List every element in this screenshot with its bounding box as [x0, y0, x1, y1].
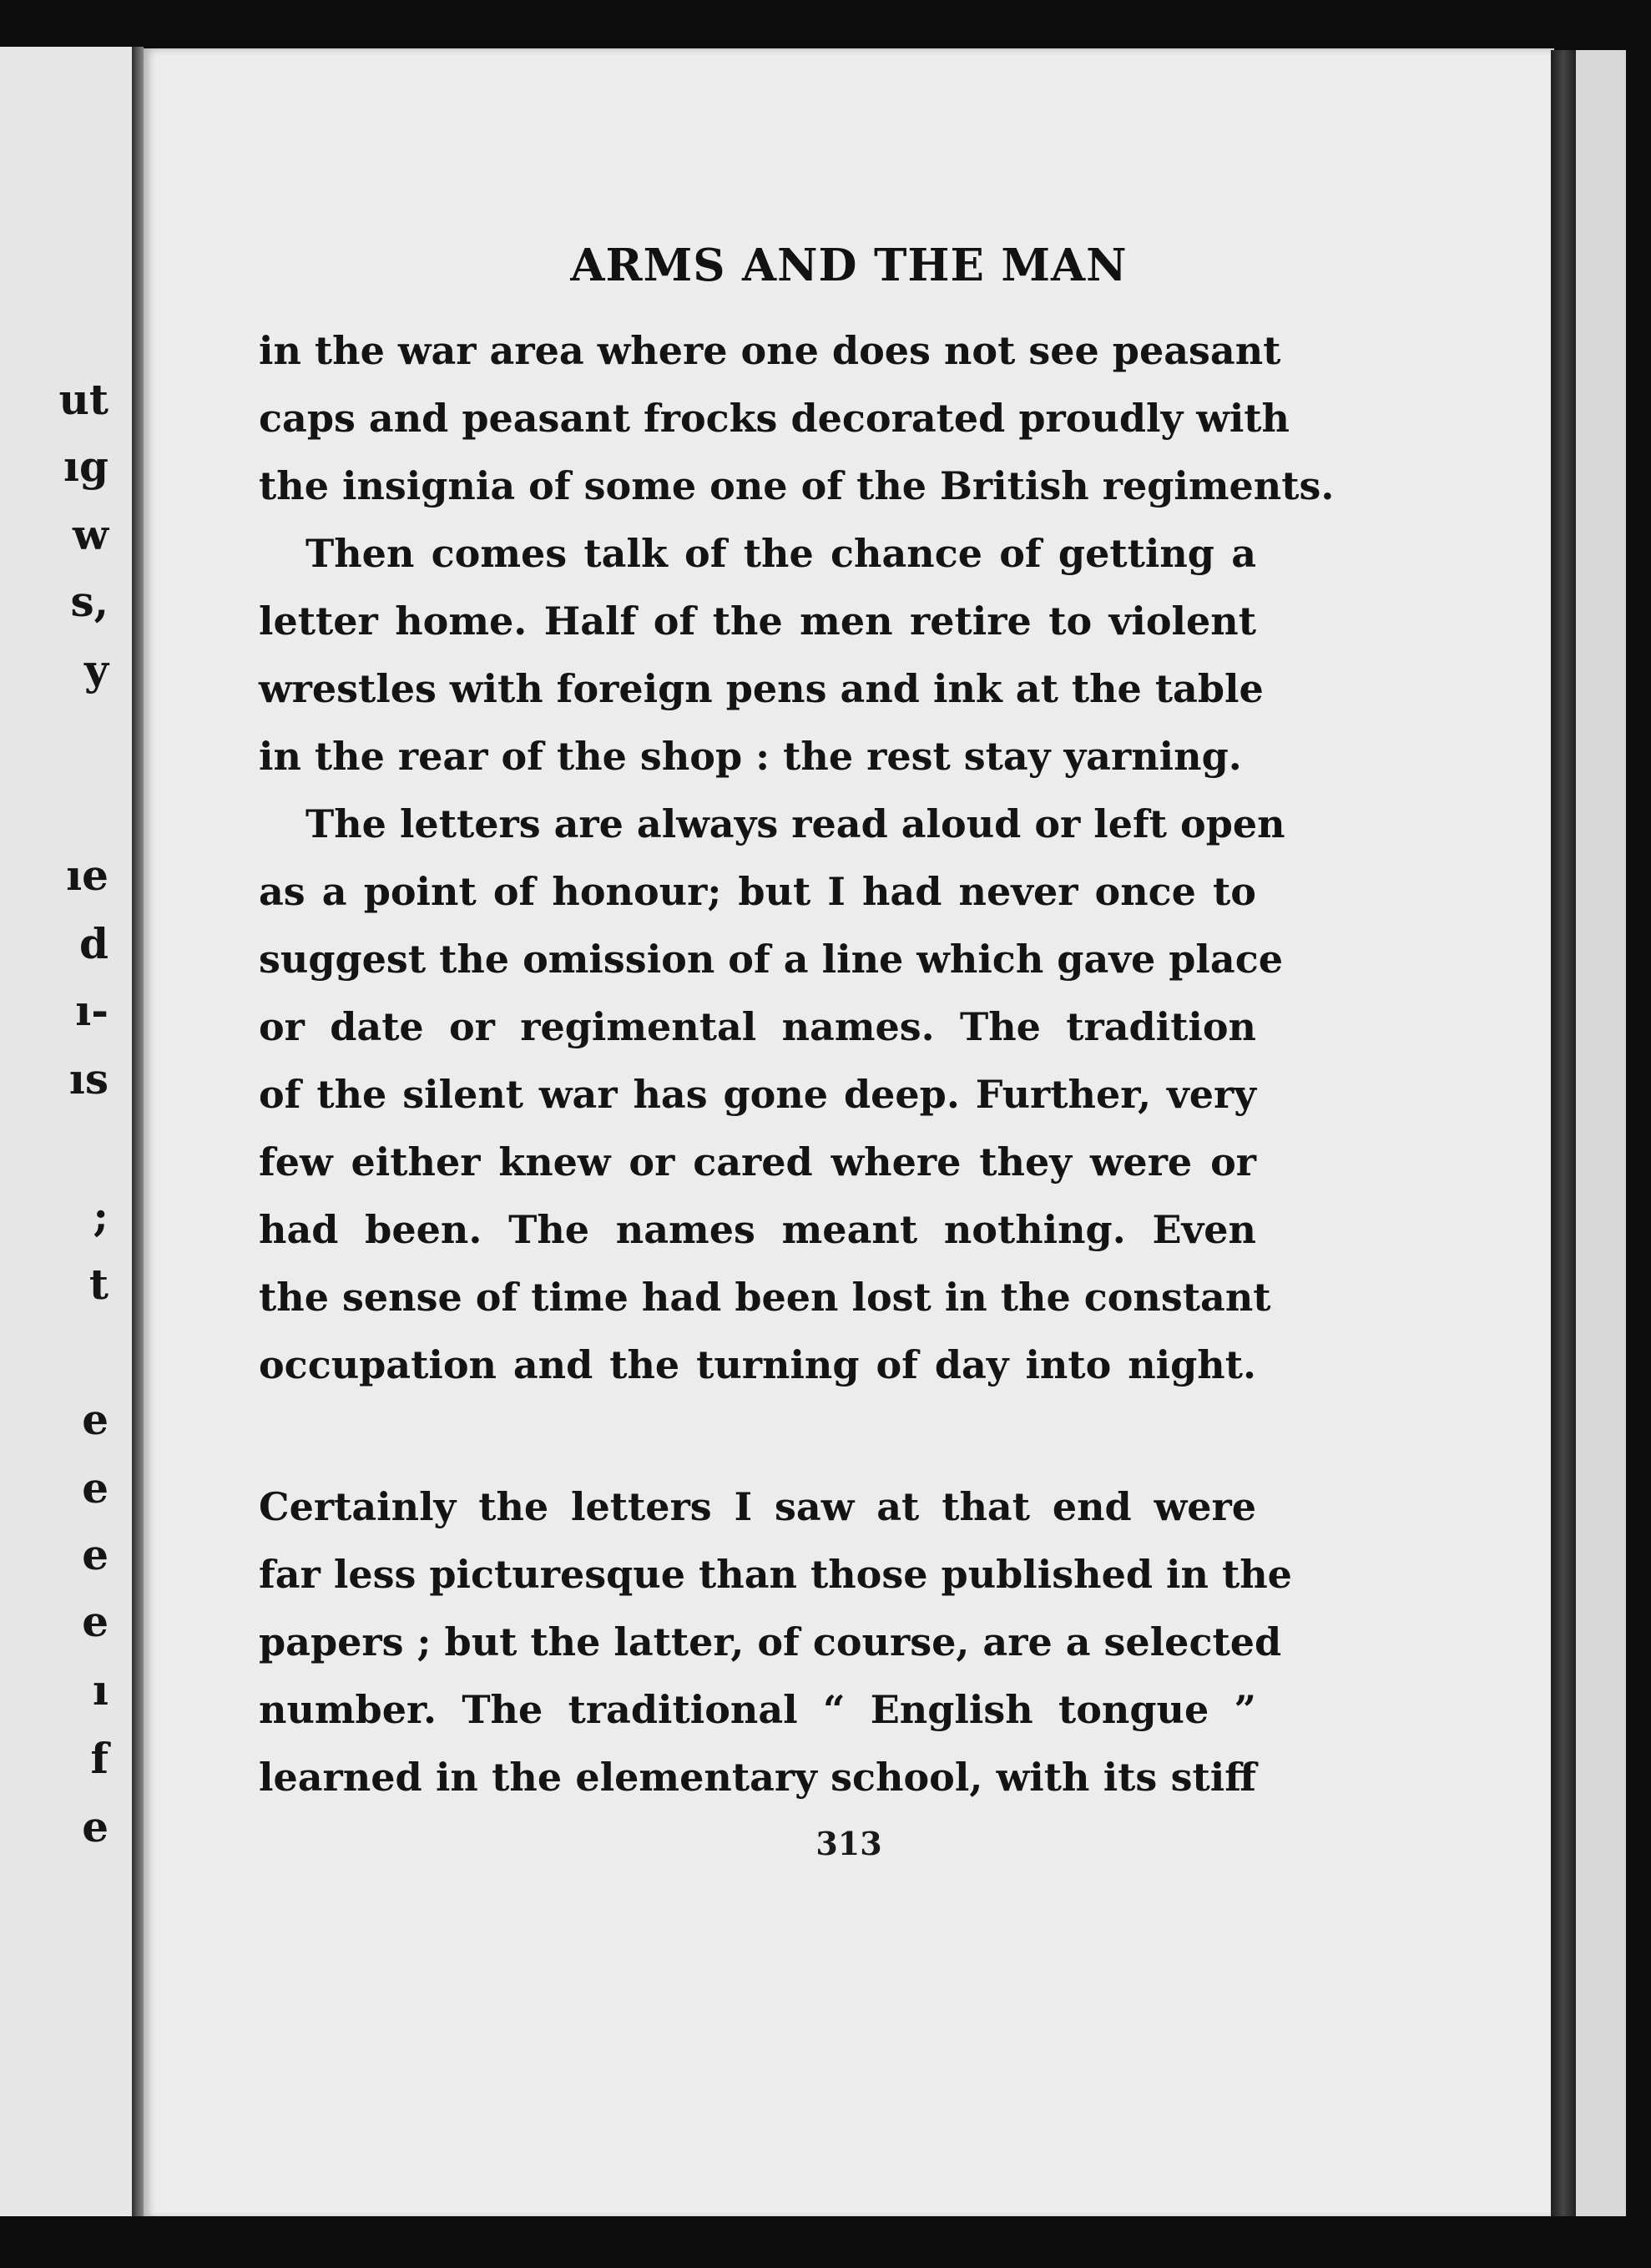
facing-page-fragment: e [82, 1395, 109, 1444]
running-head: ARMS AND THE MAN [570, 240, 1128, 291]
text-line: suggest the omission of a line which gave place [259, 937, 1283, 982]
facing-page-fragment: s, [70, 577, 109, 626]
text-line: The letters are always read aloud or left open [305, 801, 1285, 846]
paragraph [259, 791, 1285, 1399]
text-line: in the rear of the shop : the rest stay yarning. [259, 734, 1242, 779]
facing-page-fragment: e [82, 1597, 109, 1646]
bottom-border [0, 2216, 1651, 2268]
text-line: of the silent war has gone deep. Further, very [259, 1072, 1256, 1117]
text-line: letter home. Half of the men retire to violent [259, 599, 1256, 644]
text-line: as a point of honour; but I had never once to [259, 869, 1256, 914]
text-line: papers ; but the latter, of course, are a selected [259, 1619, 1282, 1664]
facing-page-fragment: w [72, 510, 109, 559]
text-line: Certainly the letters I saw at that end were [259, 1484, 1256, 1529]
text-line: Then comes talk of the chance of getting a [305, 531, 1256, 576]
facing-page-fragment: ı [93, 1665, 109, 1715]
paragraph [259, 317, 1335, 520]
text-line: number. The traditional “ English tongue ” [259, 1687, 1256, 1732]
book-gutter [132, 47, 144, 2217]
facing-page-edge [0, 47, 139, 2217]
paragraph [259, 1473, 1292, 1811]
facing-page-fragment: ıs [68, 1054, 109, 1104]
facing-page-fragment: ıg [63, 442, 109, 491]
facing-page-fragment: e [82, 1463, 109, 1513]
text-line: in the war area where one does not see peasant [259, 328, 1281, 373]
text-line: occupation and the turning of day into night. [259, 1342, 1256, 1387]
facing-page-fragment: y [83, 645, 109, 695]
facing-page-fragment: d [79, 919, 109, 968]
text-line: few either knew or cared where they were or [259, 1139, 1256, 1185]
facing-page-fragment: ut [58, 375, 109, 424]
text-line: the insignia of some one of the British regiments. [259, 463, 1335, 508]
page-number: 313 [815, 1825, 882, 1862]
text-line: had been. The names meant nothing. Even [259, 1207, 1256, 1252]
facing-page-fragment: e [82, 1802, 109, 1851]
facing-page-fragment: f [90, 1734, 109, 1783]
facing-page-fragment: ı- [75, 986, 109, 1035]
facing-page-fragment: e [82, 1530, 109, 1579]
text-line: the sense of time had been lost in the constant [259, 1275, 1271, 1320]
page-edge-shadow [1551, 50, 1576, 2220]
text-line: far less picturesque than those published in the [259, 1552, 1292, 1597]
text-line: learned in the elementary school, with its stiff [259, 1755, 1256, 1800]
text-line: wrestles with foreign pens and ink at the table [259, 666, 1264, 711]
facing-page-fragment: ; [93, 1191, 109, 1240]
text-line: caps and peasant frocks decorated proudly with [259, 396, 1290, 441]
paragraph [259, 520, 1264, 791]
facing-page-fragment: ıe [66, 851, 109, 900]
right-margin [1576, 50, 1626, 2220]
text-line: or date or regimental names. The tradition [259, 1004, 1256, 1049]
facing-page-fragment: t [88, 1260, 109, 1309]
